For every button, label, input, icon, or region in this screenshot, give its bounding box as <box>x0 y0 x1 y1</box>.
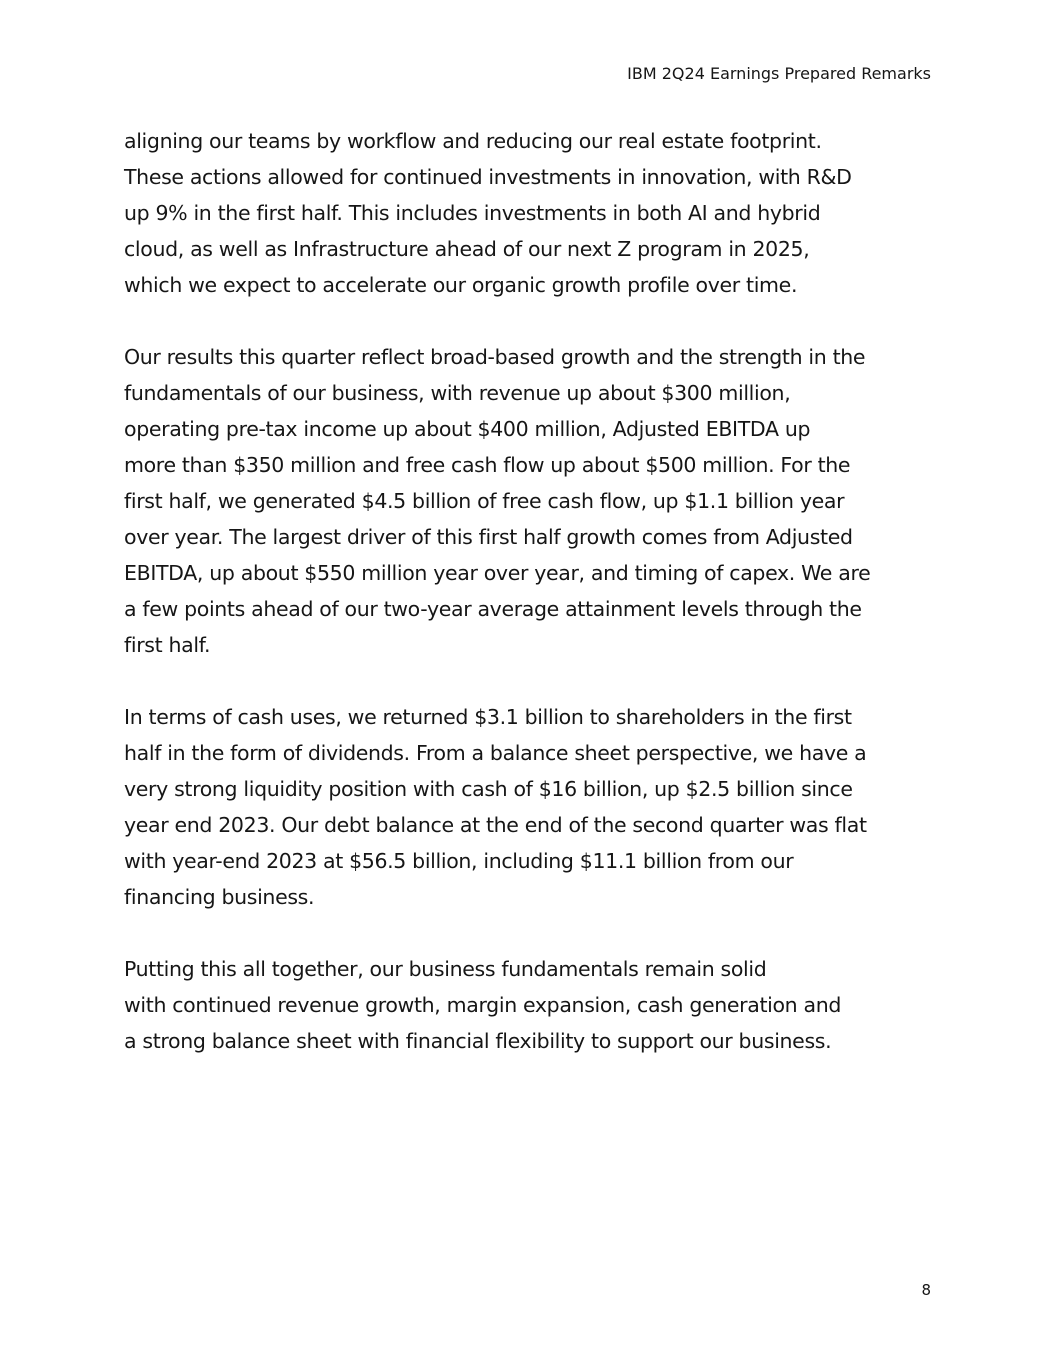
paragraph-cost-actions <box>124 123 944 303</box>
text-line: half in the form of dividends. From a balance sheet perspective, we have a <box>124 741 867 765</box>
text-line: financing business. <box>124 885 315 909</box>
text-line: first half, we generated $4.5 billion of free cash flow, up $1.1 billion year <box>124 489 845 513</box>
body-text <box>124 123 944 1095</box>
running-header: IBM 2Q24 Earnings Prepared Remarks <box>627 64 931 83</box>
text-line: with continued revenue growth, margin expansion, cash generation and <box>124 993 841 1017</box>
text-line: over year. The largest driver of this first half growth comes from Adjusted <box>124 525 853 549</box>
paragraph-quarter-results <box>124 339 944 663</box>
text-line: Our results this quarter reflect broad-based growth and the strength in the <box>124 345 866 369</box>
text-line: very strong liquidity position with cash of $16 billion, up $2.5 billion since <box>124 777 853 801</box>
text-line: a few points ahead of our two-year average attainment levels through the <box>124 597 862 621</box>
paragraph-summary <box>124 951 944 1059</box>
text-line: In terms of cash uses, we returned $3.1 billion to shareholders in the first <box>124 705 852 729</box>
text-line: with year-end 2023 at $56.5 billion, including $11.1 billion from our <box>124 849 794 873</box>
page-number: 8 <box>921 1281 931 1299</box>
paragraph-cash-uses <box>124 699 944 915</box>
text-line: which we expect to accelerate our organic growth profile over time. <box>124 273 798 297</box>
text-line: EBITDA, up about $550 million year over year, and timing of capex. We are <box>124 561 871 585</box>
text-line: year end 2023. Our debt balance at the end of the second quarter was flat <box>124 813 867 837</box>
text-line: up 9% in the first half. This includes investments in both AI and hybrid <box>124 201 821 225</box>
text-line: These actions allowed for continued investments in innovation, with R&D <box>124 165 852 189</box>
text-line: aligning our teams by workflow and reducing our real estate footprint. <box>124 129 822 153</box>
text-line: first half. <box>124 633 211 657</box>
text-line: a strong balance sheet with financial flexibility to support our business. <box>124 1029 832 1053</box>
text-line: more than $350 million and free cash flow up about $500 million. For the <box>124 453 851 477</box>
text-line: fundamentals of our business, with revenue up about $300 million, <box>124 381 791 405</box>
text-line: Putting this all together, our business fundamentals remain solid <box>124 957 767 981</box>
text-line: operating pre-tax income up about $400 million, Adjusted EBITDA up <box>124 417 811 441</box>
text-line: cloud, as well as Infrastructure ahead of our next Z program in 2025, <box>124 237 810 261</box>
